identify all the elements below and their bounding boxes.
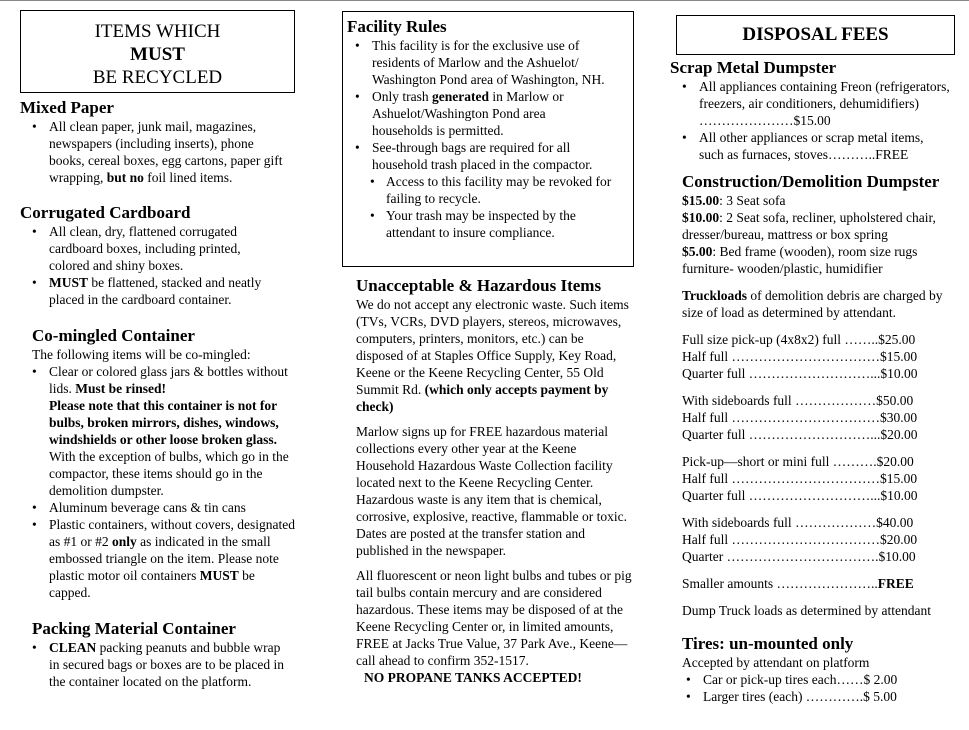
fee-line: $10.00: 2 Seat sofa, recliner, upholstered chair, dresser/bureau, mattress or box spring — [682, 210, 936, 242]
packing-heading: Packing Material Container — [32, 619, 236, 638]
disposal-fees-box — [676, 15, 955, 55]
mixed-paper-list — [20, 118, 290, 186]
fee-group — [682, 331, 962, 382]
scrap-metal-list — [670, 78, 950, 163]
tires-heading: Tires: un-mounted only — [682, 634, 854, 653]
facility-rules-box — [342, 11, 634, 267]
list-item: • Car or pick-up tires each……$ 2.00 — [674, 671, 962, 688]
hazard-bulbs: All fluorescent or neon light bulbs and tubes or pig tail bulbs contain mercury and are considered hazardous. These items may be disposed of at the Keene Recycling Center or, in limited amounts, FREE at Jacks True Value, 37 Park Ave., Keene—call ahead to confirm 352-1517. — [356, 568, 632, 668]
fee-group — [682, 514, 962, 565]
facility-rules-sublist — [343, 173, 628, 241]
fee-row: Quarter full ………………………...$10.00 — [682, 488, 918, 503]
list-item: • This facility is for the exclusive use of residents of Marlow and the Ashuelot/ Washington Pond area of Washington, NH. — [343, 37, 608, 88]
hazard-collection: Marlow signs up for FREE hazardous material collections every other year at the Keene Household Hazardous Waste Collection facility located next to the Keene Recycling Center. Hazardous waste is any item that is chemical, corrosive, explosive, reactive, flammable or toxic. Dates are posted at the transfer station and published in the newspaper. — [356, 424, 628, 558]
truckloads-note: Truckloads of demolition debris are charged by size of load as determined by attendant. — [682, 288, 943, 320]
comingled-intro: The following items will be co-mingled: — [32, 347, 251, 362]
fee-row: Quarter full ………………………...$20.00 — [682, 427, 918, 442]
recycle-header-line-3: BE RECYCLED — [92, 67, 223, 88]
fee-row: Half full ……………………………$30.00 — [682, 410, 918, 425]
disposal-fees-title: DISPOSAL FEES — [742, 24, 889, 45]
recycle-header-line-2: MUST — [130, 44, 185, 65]
list-item: • All other appliances or scrap metal items, such as furnaces, stoves………..FREE — [670, 129, 950, 163]
facility-rules-heading: Facility Rules — [347, 17, 447, 36]
comingled-heading: Co-mingled Container — [32, 326, 195, 345]
list-item: • Your trash may be inspected by the attendant to insure compliance. — [343, 207, 628, 241]
fee-group — [682, 453, 962, 504]
tires-list — [674, 671, 962, 705]
fee-line: $5.00: Bed frame (wooden), room size rugs furniture- wooden/plastic, humidifier — [682, 244, 918, 276]
list-item: • Clear or colored glass jars & bottles without lids. Must be rinsed! Please note that this container is not for bulbs, broken mirrors, dishes, windows, windshields or other loose broken glass. With the exception of bulbs, which go in the compactor, these items should go in the demolition dumpster. — [20, 363, 305, 499]
list-item: • Larger tires (each) ………….$ 5.00 — [674, 688, 962, 705]
fee-row: Half full ……………………………$15.00 — [682, 349, 918, 364]
list-item: • MUST be flattened, stacked and neatly placed in the cardboard container. — [20, 274, 275, 308]
comingled-list — [20, 363, 305, 601]
fee-row: Pick-up—short or mini full ……….$20.00 — [682, 454, 914, 469]
cardboard-heading: Corrugated Cardboard — [20, 203, 191, 222]
list-item: • Access to this facility may be revoked for failing to recycle. — [343, 173, 628, 207]
fee-row: Half full ……………………………$20.00 — [682, 532, 918, 547]
fee-row: Full size pick-up (4x8x2) full ……..$25.00 — [682, 332, 916, 347]
recycle-header-line-1: ITEMS WHICH — [94, 21, 221, 42]
packing-list — [20, 639, 290, 690]
hazard-electronics: We do not accept any electronic waste. Such items (TVs, VCRs, DVD players, stereos, microwaves, computers, printers, monitors, etc.) can be disposed of at Staples Office Supply, Key Road, Keene or the Keene Recycling Center, 55 Old Summit Rd. (which only accepts payment by check) — [356, 297, 629, 414]
scrap-metal-heading: Scrap Metal Dumpster — [670, 58, 837, 77]
fee-row: With sideboards full ………………$50.00 — [682, 393, 914, 408]
fee-row: With sideboards full ………………$40.00 — [682, 515, 914, 530]
fee-row: Half full ……………………………$15.00 — [682, 471, 918, 486]
smaller-amounts: Smaller amounts …………………..FREE — [682, 576, 914, 591]
hazard-heading: Unacceptable & Hazardous Items — [356, 276, 602, 295]
fee-line: $15.00: 3 Seat sofa — [682, 193, 786, 208]
list-item: • All clean, dry, flattened corrugated cardboard boxes, including printed, colored and shiny boxes. — [20, 223, 275, 274]
cardboard-list — [20, 223, 275, 308]
fee-group — [682, 392, 962, 443]
list-item: • Plastic containers, without covers, designated as #1 or #2 only as indicated in the small embossed triangle on the item. Please note plastic motor oil containers MUST be capped. — [20, 516, 297, 601]
list-item: • Aluminum beverage cans & tin cans — [20, 499, 305, 516]
fee-row: Quarter full ………………………...$10.00 — [682, 366, 918, 381]
top-rule — [0, 0, 969, 1]
tires-intro: Accepted by attendant on platform — [682, 655, 870, 670]
list-item: • All clean paper, junk mail, magazines, newspapers (including inserts), phone books, cereal boxes, egg cartons, paper gift wrapping, but no foil lined items. — [20, 118, 290, 186]
list-item: • All appliances containing Freon (refrigerators, freezers, air conditioners, dehumidifiers) …………………$15.00 — [670, 78, 950, 129]
list-item: • Only trash generated in Marlow or Ashuelot/Washington Pond area households is permitted. — [343, 88, 604, 139]
construction-heading: Construction/Demolition Dumpster — [682, 172, 940, 191]
facility-rules-list — [343, 37, 629, 173]
list-item: • See-through bags are required for all household trash placed in the compactor. — [343, 139, 629, 173]
dump-truck-note: Dump Truck loads as determined by attendant — [682, 603, 931, 618]
mixed-paper-heading: Mixed Paper — [20, 98, 114, 117]
recycle-header-box — [20, 10, 295, 93]
fee-row: Quarter …………………………….$10.00 — [682, 549, 916, 564]
propane-notice: NO PROPANE TANKS ACCEPTED! — [364, 670, 582, 685]
list-item: • CLEAN packing peanuts and bubble wrap in secured bags or boxes are to be placed in the container located on the platform. — [20, 639, 290, 690]
